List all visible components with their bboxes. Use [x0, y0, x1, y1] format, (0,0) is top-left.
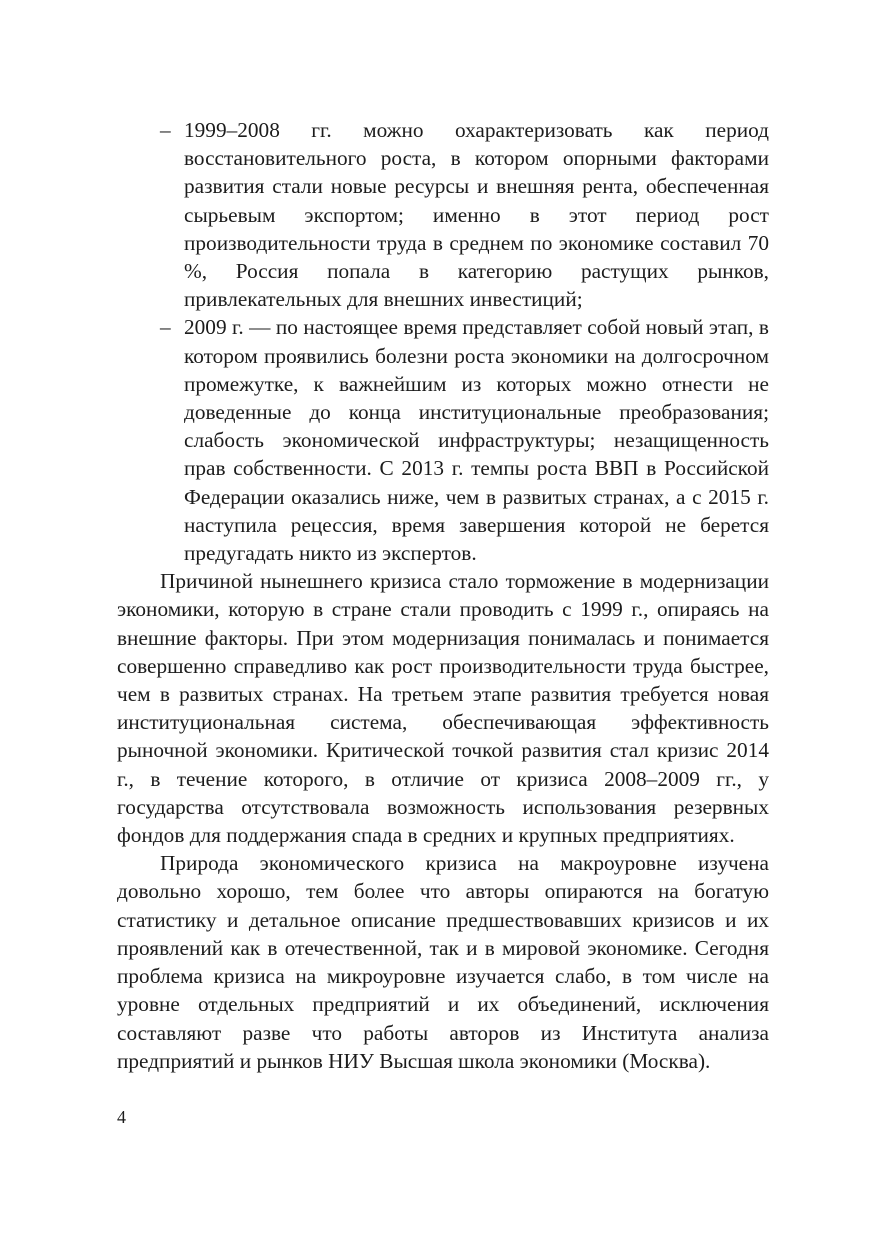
page-body: [117, 116, 769, 1075]
list-dash: –: [160, 118, 171, 142]
list-item: [117, 116, 769, 313]
list-item-text: 1999–2008 гг. можно охарактеризовать как период восстановительного роста, в котором опорными факторами развития стали новые ресурсы и внешняя рента, обеспеченная сырьевым экспортом; именно в этот период рост производительности труда в среднем по экономике составил 70 %, Россия попала в категорию растущих рынков, привлекательных для внешних инвестиций;: [184, 118, 769, 312]
page-number: 4: [117, 1107, 126, 1127]
paragraph: Причиной нынешнего кризиса стало торможение в модернизации экономики, которую в стране стали проводить с 1999 г., опираясь на внешние факторы. При этом модернизация понималась и понимается совершенно справедливо как рост производительности труда быстрее, чем в развитых странах. На третьем этапе развития требуется новая институциональная система, обеспечивающая эффективность рыночной экономики. Критической точкой развития стал кризис 2014 г., в течение которого, в отличие от кризиса 2008–2009 гг., у государства отсутствовала возможность использования резервных фондов для поддержания спада в средних и крупных предприятиях.: [117, 569, 769, 848]
bullet-list: [117, 116, 769, 567]
list-item: [117, 313, 769, 567]
list-dash: –: [160, 315, 171, 340]
paragraph: Природа экономического кризиса на макроуровне изучена довольно хорошо, тем более что авторы опираются на богатую статистику и детальное описание предшествовавших кризисов и их проявлений как в отечественной, так и в мировой экономике. Сегодня проблема кризиса на микроуровне изучается слабо, в том числе на уровне отдельных предприятий и их объединений, исключения составляют разве что работы авторов из Института анализа предприятий и рынков НИУ Высшая школа экономики (Москва).: [117, 851, 769, 1073]
list-item-text: 2009 г. — по настоящее время представляет собой новый этап, в котором проявились болезни роста экономики на долгосрочном промежутке, к важнейшим из которых можно отнести не доведенные до конца институциональные преобразования; слабость экономической инфраструктуры; незащищенность прав собственности. С 2013 г. темпы роста ВВП в Российской Федерации оказались ниже, чем в развитых странах, а с 2015 г. наступила рецессия, время завершения которой не берется предугадать никто из экспертов.: [184, 315, 769, 566]
